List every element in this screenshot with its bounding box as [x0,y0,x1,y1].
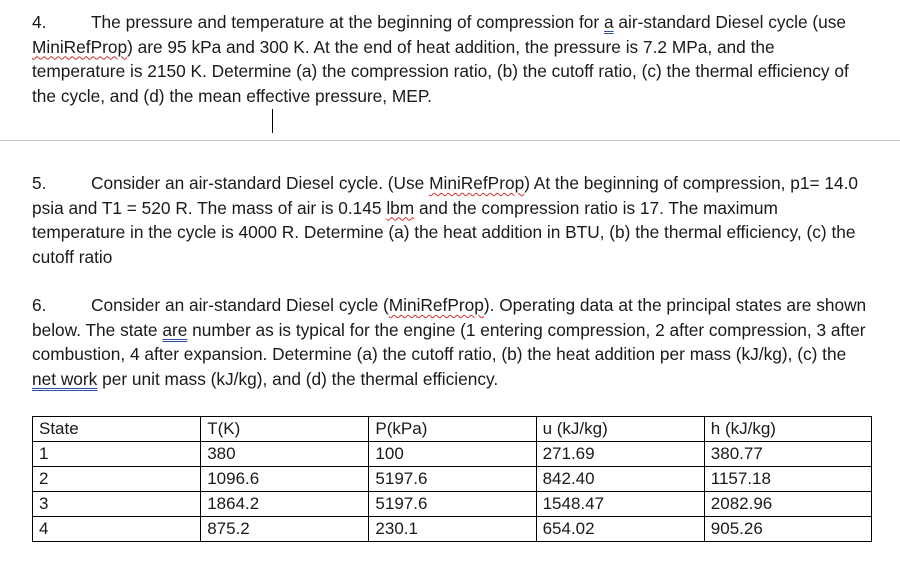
table-cell[interactable]: 1157.18 [704,467,871,492]
table-cell[interactable]: 1 [33,442,201,467]
table-cell[interactable]: 380 [201,442,369,467]
table-cell[interactable]: 4 [33,517,201,542]
table-cell[interactable]: 1096.6 [201,467,369,492]
problem-6 [32,293,867,392]
problem-5 [32,171,867,270]
problem-number: 6. [32,295,47,315]
header-temperature[interactable]: T(K) [201,417,369,442]
table-row [33,517,872,542]
table-header-row [33,417,872,442]
problem-number: 5. [32,173,47,193]
text-cursor [272,109,273,133]
state-data-table [32,416,872,542]
problem-6-text[interactable]: 6. Consider an air-standard Diesel cycle (MiniRefProp). Operating data at the principal states are shown below. The state are number as is typical for the engine (1 entering compression, 2 after compression, 3 after combustion, 4 after expansion. Determine (a) the cutoff ratio, (b) the heat addition per mass (kJ/kg), (c) the net work per unit mass (kJ/kg), and (d) the thermal efficiency. [32,295,867,390]
table-cell[interactable]: 1864.2 [201,492,369,517]
table-cell[interactable]: 230.1 [369,517,536,542]
spelling-flag[interactable]: lbm [386,197,415,218]
table-cell[interactable]: 5197.6 [369,492,536,517]
problem-5-text[interactable]: 5. Consider an air-standard Diesel cycle. (Use MiniRefProp) At the beginning of compression, p1= 14.0 psia and T1 = 520 R. The mass of air is 0.145 lbm and the compression ratio is 17. The maximum temperature in the cycle is 4000 R. Determine (a) the heat addition in BTU, (b) the thermal efficiency, (c) the cutoff ratio [32,173,859,268]
header-state[interactable]: State [33,417,201,442]
table-cell[interactable]: 3 [33,492,201,517]
header-pressure[interactable]: P(kPa) [369,417,536,442]
table-cell[interactable]: 100 [369,442,536,467]
table-row [33,467,872,492]
table-cell[interactable]: 380.77 [704,442,871,467]
problem-4-text[interactable]: 4. The pressure and temperature at the beginning of compression for a air-standard Diesel cycle (use MiniRefProp) are 95 kPa and 300 K. At the end of heat addition, the pressure is 7.2 MPa, and the temperature is 2150 K. Determine (a) the compression ratio, (b) the cutoff ratio, (c) the thermal efficiency of the cycle, and (d) the mean effective pressure, MEP. [32,12,849,107]
grammar-flag[interactable]: net work [32,369,98,390]
table-cell[interactable]: 875.2 [201,517,369,542]
table-cell[interactable]: 905.26 [704,517,871,542]
table-cell[interactable]: 2082.96 [704,492,871,517]
spelling-flag[interactable]: MiniRefProp [32,36,128,57]
table-cell[interactable]: 842.40 [536,467,704,492]
problem-number: 4. [32,12,47,32]
grammar-flag[interactable]: a [603,12,614,32]
table-cell[interactable]: 1548.47 [536,492,704,517]
table-cell[interactable]: 654.02 [536,517,704,542]
page-break-divider [0,140,900,141]
header-enthalpy[interactable]: h (kJ/kg) [704,417,871,442]
spelling-flag[interactable]: MiniRefProp [388,295,484,315]
table-row [33,492,872,517]
table-cell[interactable]: 2 [33,467,201,492]
table-cell[interactable]: 271.69 [536,442,704,467]
header-internal-energy[interactable]: u (kJ/kg) [536,417,704,442]
problem-4 [32,10,867,109]
table-row [33,442,872,467]
table-cell[interactable]: 5197.6 [369,467,536,492]
spelling-flag[interactable]: MiniRefProp [429,173,525,193]
grammar-flag[interactable]: are [162,319,188,340]
